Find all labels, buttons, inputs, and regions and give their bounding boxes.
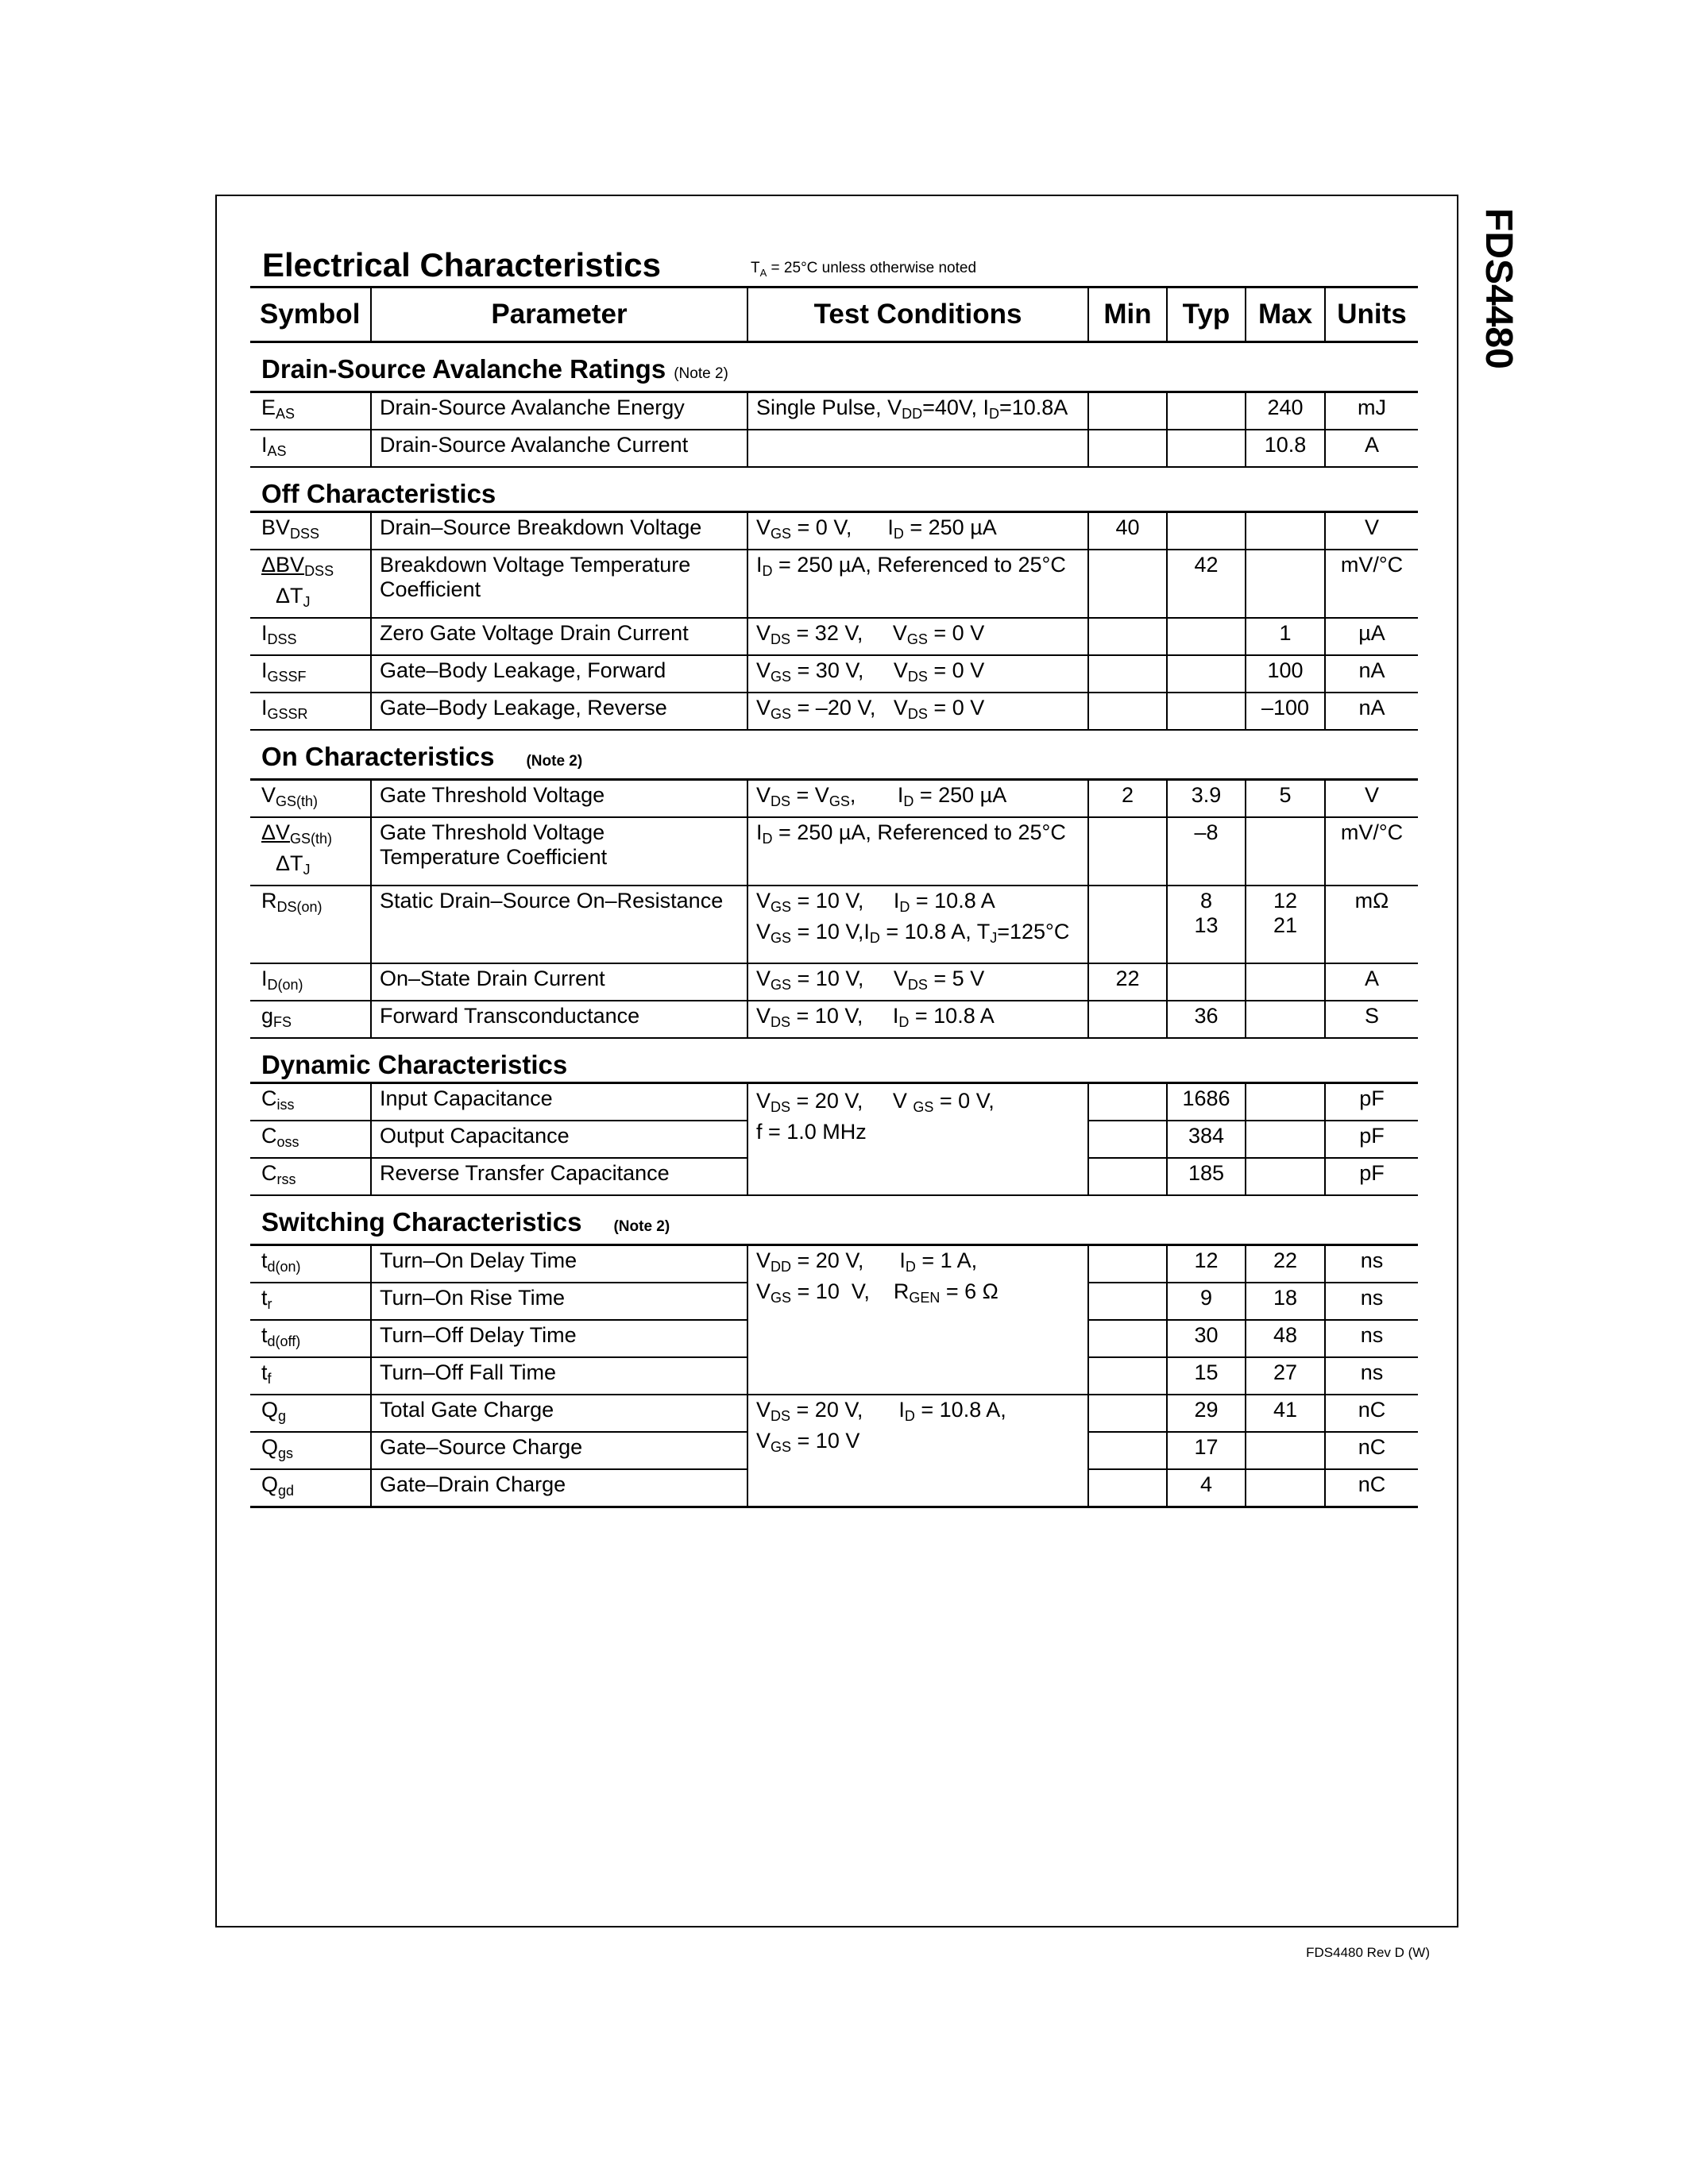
table-cell: [1088, 550, 1167, 618]
table-cell: VGS = –20 V, VDS = 0 V: [747, 693, 1088, 730]
heading: [262, 246, 1414, 284]
table-cell: 2: [1088, 780, 1167, 818]
table-cell: IAS: [250, 430, 371, 467]
table-cell: td(off): [250, 1320, 371, 1357]
table-row: [250, 550, 1418, 618]
table-cell: Coss: [250, 1121, 371, 1158]
table-cell: 48: [1246, 1320, 1325, 1357]
parameter-cell: Drain-Source Avalanche Energy: [371, 392, 747, 430]
table-cell: Drain–Source Breakdown Voltage: [371, 512, 747, 550]
table-cell: VGS = 10 V, VDS = 5 V: [747, 963, 1088, 1001]
table-cell: Qgd: [250, 1469, 371, 1507]
table-cell: [1167, 392, 1246, 430]
table-cell: Reverse Transfer Capacitance: [371, 1158, 747, 1195]
table-cell: VDS = 20 V, ID = 10.8 A, VGS = 10 V: [747, 1395, 1088, 1507]
table-cell: Qgs: [250, 1432, 371, 1469]
table-row: [250, 618, 1418, 655]
table-cell: [1088, 618, 1167, 655]
table-cell: Drain-Source Avalanche Ratings (Note 2): [250, 342, 1418, 392]
table-cell: nA: [1325, 655, 1418, 693]
table-cell: [1167, 693, 1246, 730]
table-cell: Forward Transconductance: [371, 1001, 747, 1038]
table-cell: Turn–Off Delay Time: [371, 1320, 747, 1357]
table-cell: [1246, 1001, 1325, 1038]
table-cell: Gate–Body Leakage, Forward: [371, 655, 747, 693]
table-cell: V: [1325, 780, 1418, 818]
table-row: [250, 1245, 1418, 1283]
table-cell: On Characteristics (Note 2): [250, 730, 1418, 780]
table-cell: S: [1325, 1001, 1418, 1038]
table-cell: [1088, 817, 1167, 886]
table-cell: Input Capacitance: [371, 1083, 747, 1121]
table-cell: Static Drain–Source On–Resistance: [371, 886, 747, 963]
table-cell: ns: [1325, 1283, 1418, 1320]
table-cell: Ciss: [250, 1083, 371, 1121]
table-cell: 10.8: [1246, 430, 1325, 467]
table-cell: Crss: [250, 1158, 371, 1195]
table-cell: VDD = 20 V, ID = 1 A, VGS = 10 V, RGEN = 6 Ω: [747, 1245, 1088, 1395]
table-cell: 41: [1246, 1395, 1325, 1432]
table-cell: VDS = 32 V, VGS = 0 V: [747, 618, 1088, 655]
col-parameter: Parameter: [371, 287, 747, 342]
table-cell: 17: [1167, 1432, 1246, 1469]
table-cell: 1: [1246, 618, 1325, 655]
table-cell: nC: [1325, 1469, 1418, 1507]
table-cell: Drain-Source Avalanche Current: [371, 430, 747, 467]
table-cell: ΔBVDSS ΔTJ: [250, 550, 371, 618]
table-cell: td(on): [250, 1245, 371, 1283]
section-off: [250, 467, 1418, 512]
table-cell: 18: [1246, 1283, 1325, 1320]
table-cell: 384: [1167, 1121, 1246, 1158]
table-cell: [1088, 1001, 1167, 1038]
col-max: Max: [1246, 287, 1325, 342]
table-cell: 3.9: [1167, 780, 1246, 818]
table-row: [250, 655, 1418, 693]
table-cell: mV/°C: [1325, 550, 1418, 618]
col-units: Units: [1325, 287, 1418, 342]
table-cell: Turn–On Delay Time: [371, 1245, 747, 1283]
table-cell: [1088, 1158, 1167, 1195]
table-cell: [1246, 1469, 1325, 1507]
table-cell: ID = 250 µA, Referenced to 25°C: [747, 817, 1088, 886]
table-cell: 12 21: [1246, 886, 1325, 963]
table-cell: mΩ: [1325, 886, 1418, 963]
table-cell: [1167, 430, 1246, 467]
table-cell: [1167, 512, 1246, 550]
table-cell: 15: [1167, 1357, 1246, 1395]
table-cell: –100: [1246, 693, 1325, 730]
table-cell: pF: [1325, 1158, 1418, 1195]
table-cell: 100: [1246, 655, 1325, 693]
table-cell: Dynamic Characteristics: [250, 1038, 1418, 1083]
table-cell: VDS = VGS, ID = 250 µA: [747, 780, 1088, 818]
table-row: [250, 817, 1418, 886]
title-note: $T_A = 25^\circ C$ unless otherwise noted: [751, 260, 977, 279]
col-typ: Typ: [1167, 287, 1246, 342]
page-title: Electrical Characteristics: [262, 246, 661, 284]
table-cell: 240: [1246, 392, 1325, 430]
symbol-cell: EAS: [250, 392, 371, 430]
table-cell: pF: [1325, 1083, 1418, 1121]
table-cell: VGS = 0 V, ID = 250 µA: [747, 512, 1088, 550]
table-cell: A: [1325, 963, 1418, 1001]
table-cell: nC: [1325, 1395, 1418, 1432]
table-cell: 29: [1167, 1395, 1246, 1432]
table-row: [250, 392, 1418, 430]
table-cell: 4: [1167, 1469, 1246, 1507]
table-cell: Off Characteristics: [250, 467, 1418, 512]
table-cell: ID = 250 µA, Referenced to 25°C: [747, 550, 1088, 618]
table-header-row: [250, 287, 1418, 342]
table-cell: [1088, 1357, 1167, 1395]
footer-revision: FDS4480 Rev D (W): [1306, 1945, 1430, 1960]
table-cell: ΔVGS(th) ΔTJ: [250, 817, 371, 886]
table-cell: –8: [1167, 817, 1246, 886]
table-cell: Turn–Off Fall Time: [371, 1357, 747, 1395]
table-cell: Gate–Drain Charge: [371, 1469, 747, 1507]
table-row: [250, 693, 1418, 730]
table-cell: 185: [1167, 1158, 1246, 1195]
table-cell: [1088, 1083, 1167, 1121]
table-cell: [1246, 963, 1325, 1001]
table-cell: Output Capacitance: [371, 1121, 747, 1158]
table-cell: VGS = 10 V, ID = 10.8 A VGS = 10 V,ID = 10.8 A, TJ=125°C: [747, 886, 1088, 963]
table-row: [250, 1001, 1418, 1038]
table-row: [250, 886, 1418, 963]
table-cell: Gate–Source Charge: [371, 1432, 747, 1469]
table-cell: [1246, 1083, 1325, 1121]
table-cell: [1246, 1432, 1325, 1469]
col-test-conditions: Test Conditions: [747, 287, 1088, 342]
table-cell: 30: [1167, 1320, 1246, 1357]
table-cell: VGS(th): [250, 780, 371, 818]
table-cell: VDS = 10 V, ID = 10.8 A: [747, 1001, 1088, 1038]
table-cell: [747, 430, 1088, 467]
table-cell: 42: [1167, 550, 1246, 618]
table-cell: [1088, 1320, 1167, 1357]
table-cell: On–State Drain Current: [371, 963, 747, 1001]
table-cell: [1246, 550, 1325, 618]
section-switching: [250, 1195, 1418, 1245]
table-cell: 5: [1246, 780, 1325, 818]
table-cell: 22: [1088, 963, 1167, 1001]
table-cell: [1088, 1432, 1167, 1469]
table-cell: Zero Gate Voltage Drain Current: [371, 618, 747, 655]
table-cell: nA: [1325, 693, 1418, 730]
table-row: [250, 1395, 1418, 1432]
table-cell: Qg: [250, 1395, 371, 1432]
condition-cell: Single Pulse, VDD=40V, ID=10.8A: [747, 392, 1088, 430]
table-cell: [1167, 618, 1246, 655]
table-cell: BVDSS: [250, 512, 371, 550]
table-cell: Gate–Body Leakage, Reverse: [371, 693, 747, 730]
table-cell: pF: [1325, 1121, 1418, 1158]
table-cell: Breakdown Voltage Temperature Coefficient: [371, 550, 747, 618]
table-cell: nC: [1325, 1432, 1418, 1469]
table-cell: 1686: [1167, 1083, 1246, 1121]
table-cell: IDSS: [250, 618, 371, 655]
table-cell: [1088, 693, 1167, 730]
table-cell: ns: [1325, 1245, 1418, 1283]
table-cell: VDS = 20 V, V GS = 0 V, f = 1.0 MHz: [747, 1083, 1088, 1196]
table-cell: Gate Threshold Voltage Temperature Coefficient: [371, 817, 747, 886]
table-cell: ID(on): [250, 963, 371, 1001]
table-cell: Turn–On Rise Time: [371, 1283, 747, 1320]
table-row: [250, 1083, 1418, 1121]
table-row: [250, 963, 1418, 1001]
side-part-number: FDS4480: [1477, 208, 1520, 369]
table-cell: Total Gate Charge: [371, 1395, 747, 1432]
table-row: [250, 780, 1418, 818]
table-cell: [1088, 886, 1167, 963]
table-cell: [1088, 1245, 1167, 1283]
table-cell: [1246, 512, 1325, 550]
table-cell: [1088, 430, 1167, 467]
table-cell: [1167, 963, 1246, 1001]
table-cell: [1088, 1395, 1167, 1432]
table-cell: 40: [1088, 512, 1167, 550]
table-cell: [1088, 1469, 1167, 1507]
table-cell: [1246, 817, 1325, 886]
table-cell: ns: [1325, 1320, 1418, 1357]
table-cell: A: [1325, 430, 1418, 467]
table-cell: tf: [250, 1357, 371, 1395]
table-cell: 27: [1246, 1357, 1325, 1395]
table-row: [250, 430, 1418, 467]
table-cell: VGS = 30 V, VDS = 0 V: [747, 655, 1088, 693]
col-symbol: Symbol: [250, 287, 371, 342]
table-cell: [1088, 392, 1167, 430]
table-cell: IGSSR: [250, 693, 371, 730]
table-cell: 9: [1167, 1283, 1246, 1320]
table-cell: ns: [1325, 1357, 1418, 1395]
table-cell: [1088, 655, 1167, 693]
table-cell: [1246, 1158, 1325, 1195]
table-cell: V: [1325, 512, 1418, 550]
table-cell: [1246, 1121, 1325, 1158]
table-cell: 36: [1167, 1001, 1246, 1038]
table-cell: gFS: [250, 1001, 371, 1038]
electrical-characteristics-table: [250, 286, 1418, 1508]
col-min: Min: [1088, 287, 1167, 342]
section-avalanche: [250, 342, 1418, 392]
table-cell: [1088, 1121, 1167, 1158]
table-cell: mJ: [1325, 392, 1418, 430]
table-cell: tr: [250, 1283, 371, 1320]
section-dynamic: [250, 1038, 1418, 1083]
table-cell: Gate Threshold Voltage: [371, 780, 747, 818]
table-cell: 8 13: [1167, 886, 1246, 963]
table-cell: IGSSF: [250, 655, 371, 693]
table-cell: [1088, 1283, 1167, 1320]
table-cell: 12: [1167, 1245, 1246, 1283]
table-row: [250, 512, 1418, 550]
table-cell: mV/°C: [1325, 817, 1418, 886]
table-cell: [1167, 655, 1246, 693]
table-cell: µA: [1325, 618, 1418, 655]
table-cell: RDS(on): [250, 886, 371, 963]
table-cell: 22: [1246, 1245, 1325, 1283]
table-cell: Switching Characteristics (Note 2): [250, 1195, 1418, 1245]
section-on: [250, 730, 1418, 780]
